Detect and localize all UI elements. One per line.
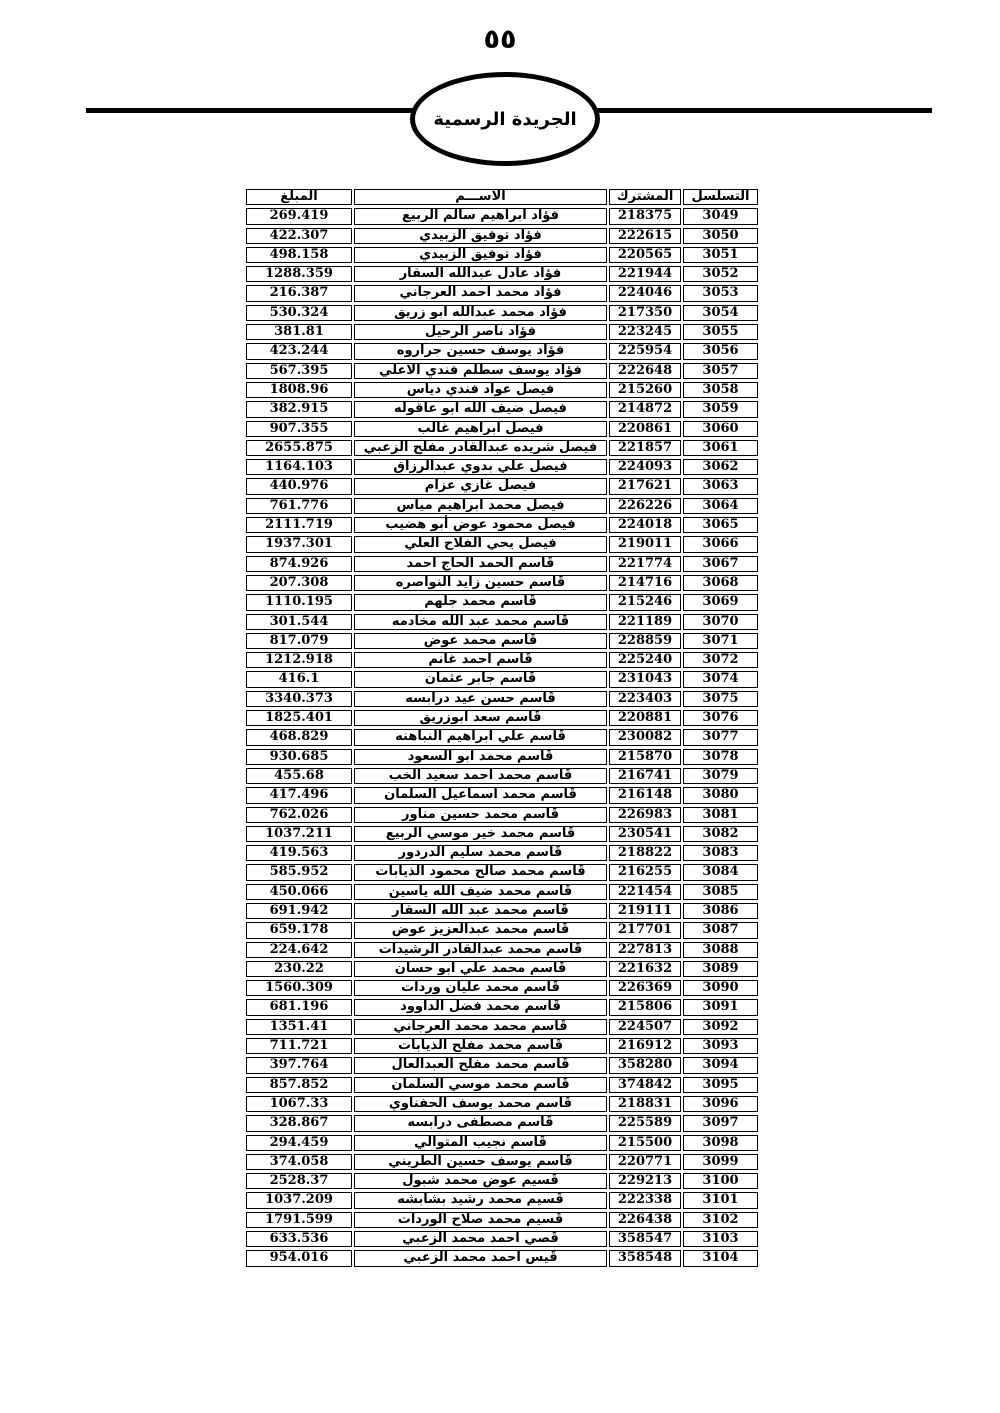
cell-subscriber: 358548 — [609, 1250, 681, 1266]
cell-name: قَاسم محمد مفلح الذيابات — [354, 1038, 607, 1054]
cell-amount: 1937.301 — [246, 536, 352, 552]
cell-serial: 3049 — [683, 208, 758, 224]
cell-subscriber: 221632 — [609, 961, 681, 977]
table-row — [246, 1231, 758, 1247]
cell-name: قَاسم محمد عبد الله مخادمه — [354, 614, 607, 630]
cell-amount: 1288.359 — [246, 266, 352, 282]
cell-serial: 3100 — [683, 1173, 758, 1189]
table-row — [246, 787, 758, 803]
table-row — [246, 247, 758, 263]
cell-name: قَسيم محمد صلاح الوردات — [354, 1212, 607, 1228]
cell-subscriber: 219011 — [609, 536, 681, 552]
gazette-banner-title: الجريدة الرسمية — [433, 108, 577, 130]
table-row — [246, 324, 758, 340]
cell-serial: 3080 — [683, 787, 758, 803]
cell-serial: 3050 — [683, 228, 758, 244]
cell-name: قَاسم مصطفى درابسه — [354, 1115, 607, 1131]
cell-name: قَاسم محمد صالح محمود الذيابات — [354, 864, 607, 880]
cell-amount: 450.066 — [246, 884, 352, 900]
cell-amount: 374.058 — [246, 1154, 352, 1170]
cell-amount: 681.196 — [246, 999, 352, 1015]
cell-name: قَاسم محمد سليم الدردور — [354, 845, 607, 861]
cell-amount: 711.721 — [246, 1038, 352, 1054]
cell-name: قَاسم نجيب المتوالي — [354, 1135, 607, 1151]
gazette-banner — [410, 72, 600, 166]
cell-serial: 3052 — [683, 266, 758, 282]
cell-amount: 633.536 — [246, 1231, 352, 1247]
cell-name: قَاسم محمد احمد سعيد الخب — [354, 768, 607, 784]
cell-serial: 3067 — [683, 556, 758, 572]
cell-subscriber: 228859 — [609, 633, 681, 649]
cell-serial: 3090 — [683, 980, 758, 996]
cell-subscriber: 221944 — [609, 266, 681, 282]
cell-serial: 3096 — [683, 1096, 758, 1112]
cell-subscriber: 230082 — [609, 729, 681, 745]
cell-serial: 3089 — [683, 961, 758, 977]
cell-amount: 2528.37 — [246, 1173, 352, 1189]
table-row — [246, 671, 758, 687]
cell-serial: 3064 — [683, 498, 758, 514]
cell-serial: 3103 — [683, 1231, 758, 1247]
cell-serial: 3102 — [683, 1212, 758, 1228]
table-row — [246, 594, 758, 610]
cell-serial: 3098 — [683, 1135, 758, 1151]
cell-subscriber: 214872 — [609, 401, 681, 417]
cell-amount: 1037.209 — [246, 1192, 352, 1208]
cell-serial: 3071 — [683, 633, 758, 649]
cell-subscriber: 358280 — [609, 1057, 681, 1073]
cell-subscriber: 225240 — [609, 652, 681, 668]
cell-serial: 3074 — [683, 671, 758, 687]
cell-amount: 691.942 — [246, 903, 352, 919]
cell-name: قَاسم الحمد الحاج احمد — [354, 556, 607, 572]
cell-amount: 207.308 — [246, 575, 352, 591]
cell-amount: 1808.96 — [246, 382, 352, 398]
header-subscriber: المشترك — [609, 189, 681, 205]
cell-amount: 328.867 — [246, 1115, 352, 1131]
cell-name: قَاسم محمد عوض — [354, 633, 607, 649]
table-row — [246, 884, 758, 900]
cell-name: فؤاد يوسف حسين جراروه — [354, 343, 607, 359]
cell-subscriber: 224046 — [609, 285, 681, 301]
table-row — [246, 729, 758, 745]
cell-name: قَاسم محمد موسي السلمان — [354, 1077, 607, 1093]
cell-serial: 3101 — [683, 1192, 758, 1208]
table-row — [246, 575, 758, 591]
cell-subscriber: 220771 — [609, 1154, 681, 1170]
cell-name: قَاسم محمد محمد العرجاني — [354, 1019, 607, 1035]
cell-subscriber: 216741 — [609, 768, 681, 784]
table-row — [246, 942, 758, 958]
cell-amount: 762.026 — [246, 807, 352, 823]
table-row — [246, 363, 758, 379]
table-row — [246, 266, 758, 282]
cell-amount: 2655.875 — [246, 440, 352, 456]
cell-subscriber: 226226 — [609, 498, 681, 514]
cell-amount: 567.395 — [246, 363, 352, 379]
cell-name: قَيس احمد محمد الزعبي — [354, 1250, 607, 1266]
cell-amount: 1037.211 — [246, 826, 352, 842]
cell-subscriber: 220861 — [609, 421, 681, 437]
cell-subscriber: 358547 — [609, 1231, 681, 1247]
cell-name: فيصل شريده عبدالقادر مفلح الزعبي — [354, 440, 607, 456]
cell-amount: 224.642 — [246, 942, 352, 958]
cell-amount: 585.952 — [246, 864, 352, 880]
table-row — [246, 652, 758, 668]
table-row — [246, 749, 758, 765]
table-row — [246, 710, 758, 726]
cell-subscriber: 216912 — [609, 1038, 681, 1054]
cell-serial: 3051 — [683, 247, 758, 263]
cell-name: قَاسم محمد علي ابو حسان — [354, 961, 607, 977]
cell-subscriber: 218831 — [609, 1096, 681, 1112]
cell-subscriber: 227813 — [609, 942, 681, 958]
cell-subscriber: 231043 — [609, 671, 681, 687]
table-row — [246, 1019, 758, 1035]
cell-subscriber: 222338 — [609, 1192, 681, 1208]
cell-amount: 1351.41 — [246, 1019, 352, 1035]
cell-serial: 3079 — [683, 768, 758, 784]
cell-subscriber: 222648 — [609, 363, 681, 379]
cell-name: قَاسم محمد اسماعيل السلمان — [354, 787, 607, 803]
cell-name: فؤاد محمد احمد العرجاني — [354, 285, 607, 301]
cell-amount: 907.355 — [246, 421, 352, 437]
cell-serial: 3057 — [683, 363, 758, 379]
cell-amount: 455.68 — [246, 768, 352, 784]
cell-name: فيصل ابراهيم غالب — [354, 421, 607, 437]
cell-name: فيصل يحي الفلاح العلي — [354, 536, 607, 552]
cell-name: فؤاد ابراهيم سالم الربيع — [354, 208, 607, 224]
cell-serial: 3091 — [683, 999, 758, 1015]
cell-name: قَسيم محمد رشيد بشابشه — [354, 1192, 607, 1208]
cell-serial: 3069 — [683, 594, 758, 610]
cell-subscriber: 217701 — [609, 922, 681, 938]
cell-name: فؤاد توفيق الزبيدي — [354, 247, 607, 263]
table-row — [246, 826, 758, 842]
cell-subscriber: 220565 — [609, 247, 681, 263]
cell-amount: 3340.373 — [246, 691, 352, 707]
cell-serial: 3063 — [683, 478, 758, 494]
cell-subscriber: 215500 — [609, 1135, 681, 1151]
cell-name: قَاسم حسين زايد النواصره — [354, 575, 607, 591]
cell-serial: 3054 — [683, 305, 758, 321]
cell-amount: 2111.719 — [246, 517, 352, 533]
table-row — [246, 922, 758, 938]
cell-serial: 3056 — [683, 343, 758, 359]
table-row — [246, 401, 758, 417]
cell-name: فيصل محمود عوض أبو هضيب — [354, 517, 607, 533]
cell-serial: 3099 — [683, 1154, 758, 1170]
cell-amount: 230.22 — [246, 961, 352, 977]
cell-name: قَاسم علي ابراهيم النباهنه — [354, 729, 607, 745]
cell-amount: 440.976 — [246, 478, 352, 494]
cell-serial: 3061 — [683, 440, 758, 456]
cell-amount: 761.776 — [246, 498, 352, 514]
cell-amount: 1067.33 — [246, 1096, 352, 1112]
cell-serial: 3062 — [683, 459, 758, 475]
cell-subscriber: 215870 — [609, 749, 681, 765]
cell-amount: 301.544 — [246, 614, 352, 630]
cell-subscriber: 218375 — [609, 208, 681, 224]
cell-serial: 3095 — [683, 1077, 758, 1093]
cell-subscriber: 224093 — [609, 459, 681, 475]
header-serial: التسلسل — [683, 189, 758, 205]
cell-serial: 3084 — [683, 864, 758, 880]
page-number: ٥٥ — [483, 24, 517, 55]
table-row — [246, 421, 758, 437]
cell-amount: 1560.309 — [246, 980, 352, 996]
cell-amount: 1212.918 — [246, 652, 352, 668]
table-row — [246, 1154, 758, 1170]
cell-name: قَاسم محمد عليان وردات — [354, 980, 607, 996]
table-row — [246, 556, 758, 572]
cell-amount: 498.158 — [246, 247, 352, 263]
cell-subscriber: 224507 — [609, 1019, 681, 1035]
cell-subscriber: 223403 — [609, 691, 681, 707]
cell-amount: 857.852 — [246, 1077, 352, 1093]
cell-amount: 1164.103 — [246, 459, 352, 475]
cell-subscriber: 226369 — [609, 980, 681, 996]
cell-name: فيصل عواد فندي دياس — [354, 382, 607, 398]
table-row — [246, 864, 758, 880]
cell-name: قَاسم احمد غانم — [354, 652, 607, 668]
cell-serial: 3093 — [683, 1038, 758, 1054]
cell-amount: 874.926 — [246, 556, 352, 572]
table-row — [246, 440, 758, 456]
table-row — [246, 517, 758, 533]
cell-subscriber: 226438 — [609, 1212, 681, 1228]
cell-serial: 3078 — [683, 749, 758, 765]
cell-amount: 416.1 — [246, 671, 352, 687]
cell-amount: 422.307 — [246, 228, 352, 244]
cell-subscriber: 219111 — [609, 903, 681, 919]
table-row — [246, 285, 758, 301]
cell-serial: 3085 — [683, 884, 758, 900]
cell-subscriber: 224018 — [609, 517, 681, 533]
cell-name: قَاسم محمد حسين مناور — [354, 807, 607, 823]
cell-name: قَاسم محمد عبدالعزيز عوض — [354, 922, 607, 938]
cell-amount: 1110.195 — [246, 594, 352, 610]
cell-name: فيصل علي بدوي عبدالرزاق — [354, 459, 607, 475]
cell-amount: 468.829 — [246, 729, 352, 745]
cell-serial: 3059 — [683, 401, 758, 417]
table-row — [246, 459, 758, 475]
cell-name: قَاسم محمد يوسف الحفناوي — [354, 1096, 607, 1112]
cell-name: قَاسم محمد عبدالقادر الرشيدات — [354, 942, 607, 958]
cell-amount: 659.178 — [246, 922, 352, 938]
cell-amount: 397.764 — [246, 1057, 352, 1073]
cell-subscriber: 221774 — [609, 556, 681, 572]
cell-serial: 3072 — [683, 652, 758, 668]
cell-subscriber: 215806 — [609, 999, 681, 1015]
cell-amount: 382.915 — [246, 401, 352, 417]
cell-amount: 419.563 — [246, 845, 352, 861]
cell-serial: 3075 — [683, 691, 758, 707]
cell-subscriber: 221454 — [609, 884, 681, 900]
cell-name: قَاسم محمد جلهم — [354, 594, 607, 610]
cell-name: فؤاد محمد عبدالله ابو زريق — [354, 305, 607, 321]
cell-name: قَاسم محمد ضيف الله ياسين — [354, 884, 607, 900]
cell-amount: 381.81 — [246, 324, 352, 340]
table-row — [246, 478, 758, 494]
header-name: الاســـم — [354, 189, 607, 205]
cell-serial: 3066 — [683, 536, 758, 552]
table-row — [246, 614, 758, 630]
cell-serial: 3097 — [683, 1115, 758, 1131]
cell-amount: 417.496 — [246, 787, 352, 803]
table-row — [246, 999, 758, 1015]
cell-name: قَاسم محمد خير موسي الربيع — [354, 826, 607, 842]
cell-serial: 3077 — [683, 729, 758, 745]
cell-amount: 817.079 — [246, 633, 352, 649]
cell-name: قَاسم سعد ابوزريق — [354, 710, 607, 726]
subscribers-table — [244, 186, 760, 1270]
cell-amount: 269.419 — [246, 208, 352, 224]
cell-name: فيصل محمد ابراهيم مياس — [354, 498, 607, 514]
cell-serial: 3083 — [683, 845, 758, 861]
table-row — [246, 343, 758, 359]
cell-serial: 3060 — [683, 421, 758, 437]
cell-name: قَاسم محمد ابو السعود — [354, 749, 607, 765]
table-row — [246, 807, 758, 823]
header-amount: المبلغ — [246, 189, 352, 205]
table-row — [246, 382, 758, 398]
cell-subscriber: 214716 — [609, 575, 681, 591]
cell-name: قَاسم حسن عيد درابسه — [354, 691, 607, 707]
cell-serial: 3055 — [683, 324, 758, 340]
table-row — [246, 903, 758, 919]
table-row — [246, 980, 758, 996]
cell-serial: 3094 — [683, 1057, 758, 1073]
cell-serial: 3068 — [683, 575, 758, 591]
cell-name: قَسيم عوض محمد شبول — [354, 1173, 607, 1189]
table-row — [246, 1096, 758, 1112]
table-row — [246, 1038, 758, 1054]
cell-name: قَاسم محمد مفلح العبدالعال — [354, 1057, 607, 1073]
cell-serial: 3087 — [683, 922, 758, 938]
cell-amount: 930.685 — [246, 749, 352, 765]
cell-subscriber: 221857 — [609, 440, 681, 456]
table-header-row — [246, 189, 758, 205]
table-row — [246, 498, 758, 514]
cell-name: فؤاد توفيق الزبيدي — [354, 228, 607, 244]
table-row — [246, 305, 758, 321]
cell-subscriber: 223245 — [609, 324, 681, 340]
cell-serial: 3058 — [683, 382, 758, 398]
table-row — [246, 1135, 758, 1151]
cell-name: قَاسم محمد فضل الداوود — [354, 999, 607, 1015]
cell-amount: 954.016 — [246, 1250, 352, 1266]
cell-subscriber: 216148 — [609, 787, 681, 803]
table-row — [246, 845, 758, 861]
cell-serial: 3070 — [683, 614, 758, 630]
cell-serial: 3081 — [683, 807, 758, 823]
table-row — [246, 1115, 758, 1131]
table-body — [246, 208, 758, 1266]
cell-subscriber: 221189 — [609, 614, 681, 630]
table-row — [246, 1173, 758, 1189]
cell-name: قَاسم محمد عبد الله السقار — [354, 903, 607, 919]
table-row — [246, 1057, 758, 1073]
table-row — [246, 1192, 758, 1208]
cell-amount: 530.324 — [246, 305, 352, 321]
cell-serial: 3082 — [683, 826, 758, 842]
cell-subscriber: 218822 — [609, 845, 681, 861]
cell-name: قَاسم يوسف حسين الطريني — [354, 1154, 607, 1170]
cell-serial: 3065 — [683, 517, 758, 533]
cell-subscriber: 216255 — [609, 864, 681, 880]
cell-name: قَاسم جابر عثمان — [354, 671, 607, 687]
cell-subscriber: 374842 — [609, 1077, 681, 1093]
cell-serial: 3104 — [683, 1250, 758, 1266]
cell-amount: 423.244 — [246, 343, 352, 359]
cell-name: فؤاد ناصر الرحيل — [354, 324, 607, 340]
cell-name: قَصي احمد محمد الزعبي — [354, 1231, 607, 1247]
cell-subscriber: 225954 — [609, 343, 681, 359]
table-row — [246, 1250, 758, 1266]
cell-subscriber: 217621 — [609, 478, 681, 494]
table-row — [246, 633, 758, 649]
cell-subscriber: 215260 — [609, 382, 681, 398]
cell-subscriber: 226983 — [609, 807, 681, 823]
table-row — [246, 961, 758, 977]
cell-amount: 1825.401 — [246, 710, 352, 726]
cell-name: فيصل غازي عزام — [354, 478, 607, 494]
cell-subscriber: 230541 — [609, 826, 681, 842]
cell-serial: 3053 — [683, 285, 758, 301]
table-row — [246, 208, 758, 224]
cell-amount: 1791.599 — [246, 1212, 352, 1228]
table-row — [246, 1077, 758, 1093]
cell-subscriber: 222615 — [609, 228, 681, 244]
table-row — [246, 768, 758, 784]
cell-amount: 294.459 — [246, 1135, 352, 1151]
table-row — [246, 691, 758, 707]
cell-subscriber: 215246 — [609, 594, 681, 610]
cell-subscriber: 220881 — [609, 710, 681, 726]
table-row — [246, 228, 758, 244]
cell-name: فؤاد يوسف سطلم فندي الاعلي — [354, 363, 607, 379]
table-row — [246, 536, 758, 552]
cell-subscriber: 229213 — [609, 1173, 681, 1189]
cell-subscriber: 225589 — [609, 1115, 681, 1131]
cell-serial: 3092 — [683, 1019, 758, 1035]
cell-amount: 216.387 — [246, 285, 352, 301]
cell-serial: 3076 — [683, 710, 758, 726]
cell-name: فؤاد عادل عبدالله السقار — [354, 266, 607, 282]
cell-subscriber: 217350 — [609, 305, 681, 321]
subscribers-table-wrap — [244, 186, 760, 1270]
cell-name: فيصل ضيف الله ابو عاقوله — [354, 401, 607, 417]
cell-serial: 3088 — [683, 942, 758, 958]
table-row — [246, 1212, 758, 1228]
cell-serial: 3086 — [683, 903, 758, 919]
